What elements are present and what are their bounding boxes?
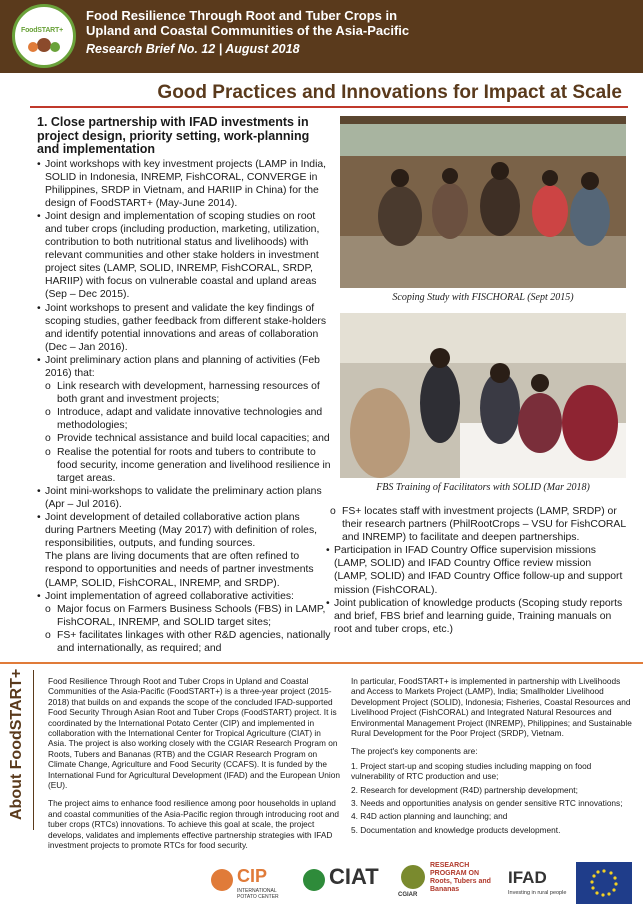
ifad-logo: IFAD Investing in rural people (508, 868, 567, 896)
list-item: • Joint workshops with key investment projects (LAMP in India, SOLID in Indonesia, INREMP, FishCORAL, CONVERGE in Philippines, SRDP in Vietnam, and HARIIP in China) for the design of FoodSTART+ (May-June 2014). (37, 158, 331, 210)
about-paragraph: In particular, FoodSTART+ is implemented in partnership with Livelihoods and Access to Markets Project (LAMP), India; Smallholder Livelihood Development Project (SOLID), Indonesia; Fisheries, Coastal Resources and Livelihood Project (FishCORAL) and Integrated Natural Resources and Environmental Management Project (INREMP), Philippines; and Sustainable Rural Development for the Poor Project (SRDP), Vietnam. (351, 676, 632, 739)
component-item: 2. Research for development (R4D) partnership development; (351, 784, 578, 795)
partner-logos (210, 862, 635, 906)
page-title: Good Practices and Innovations for Impact at Scale (157, 82, 622, 103)
component-item: 5. Documentation and knowledge products development. (351, 824, 561, 835)
list-item: • Joint implementation of agreed collaborative activities: (37, 590, 331, 603)
fbs-training-photo (340, 313, 626, 478)
cgiar-logo: CGIAR (398, 862, 428, 902)
header-subtitle: Research Brief No. 12 | August 2018 (86, 42, 300, 56)
sub-list-item: o Provide technical assistance and build local capacities; and (45, 432, 331, 445)
component-item: 1. Project start-up and scoping studies including mapping on food vulnerability of RTC production and use; (351, 760, 592, 782)
photo-caption: FBS Training of Facilitators with SOLID (Mar 2018) (376, 482, 590, 493)
about-paragraph: The project's key components are: (351, 746, 478, 757)
about-heading: About FoodSTART+ (8, 668, 25, 820)
divider (0, 662, 643, 664)
sub-list-item: o Realise the potential for roots and tubers to contribute to food security, income generation and livelihood resilience in target areas. (45, 446, 331, 485)
list-item: • Joint workshops to present and validate the key findings of scoping studies, gather feedback from different stake-holders and identify potential innovations and areas of collaboration (Dec – Jan 2016). (37, 302, 331, 354)
sub-list-item: o FS+ locates staff with investment projects (LAMP, SRDP) or their research partners (PhilRootCrops – VSU for FishCORAL and INREMP) to facilitate and deepen partnerships. (330, 505, 626, 544)
list-item: • Participation in IFAD Country Office supervision missions (LAMP, SOLID) and IFAD Country Office review mission (LAMP, SOLID) and IFAD Country Office follow-up and support mission (FishCORAL). (326, 544, 626, 596)
about-paragraph: The project aims to enhance food resilience among poor households in upland and coastal communities of the Asia-Pacific region through introducing root and tuber crops (RTCs) innovations. To achieve this goal at scale, the project develops, validates and implements effective partnership strategies with IFAD investment projects to promote RTCs for food security. (48, 798, 340, 851)
plain-paragraph: The plans are living documents that are often refined to respond to opportunities and needs of partner investments (LAMP, SOLID, FishCORAL, INREMP, and SRDP). (45, 551, 314, 589)
section-banner (30, 82, 628, 108)
right-column (326, 505, 626, 636)
scoping-study-photo (340, 116, 626, 288)
section-title: 1. Close partnership with IFAD investments in project design, priority setting, work-planning and implementation (37, 115, 310, 156)
cip-logo: CIP INTERNATIONAL POTATO CENTER (210, 862, 290, 902)
eu-flag-icon (576, 862, 632, 904)
foodstart-logo (12, 4, 76, 68)
divider (33, 670, 34, 830)
list-item: • Joint publication of knowledge products (Scoping study reports and brief, FBS brief and learning guide, Training manuals on root and tuber crops, etc.) (326, 597, 626, 636)
list-item: • Joint preliminary action plans and planning of activities (Feb 2016) that: (37, 354, 331, 380)
sub-list-item: o Introduce, adapt and validate innovative technologies and methodologies; (45, 406, 331, 432)
rtb-logo: RESEARCH PROGRAM ON Roots, Tubers and Bananas (430, 862, 491, 893)
list-item: • Joint mini-workshops to validate the preliminary action plans (Apr – Jul 2016). (37, 485, 331, 511)
logo-text: FoodSTART+ (21, 27, 64, 34)
about-paragraph: Food Resilience Through Root and Tuber Crops in Upland and Coastal Communities of the Asia-Pacific (FoodSTART+) is a three-year project (2015-2018) that builds on and expands the scope of the concluded IFAD-supported Food Security Through Asian Root and Tuber Crops (FoodSTART) project. It is coordinated by the International Potato Center (CIP) and implemented in collaboration with the International Center for Tropical Agriculture (CIAT) in Asia. The project is also working closely with the CGIAR Research Program on Roots, Tubers and Bananas (RTB) and the CGIAR Research Program on Climate Change, Agriculture and Food Security (CCAFS). It is funded by the International Fund for Agricultural Development (IFAD) and the European Union (EU). (48, 676, 340, 791)
sub-list-item: o Major focus on Farmers Business Schools (FBS) in LAMP, FishCORAL, INREMP, and SOLID target sites; (45, 603, 331, 629)
component-item: 3. Needs and opportunities analysis on gender sensitive RTC innovations; (351, 798, 623, 809)
component-item: 4. R4D action planning and launching; and (351, 811, 508, 822)
sub-list-item: o Link research with development, harnessing resources of both grant and investment projects; (45, 380, 331, 406)
header-bar (0, 0, 643, 73)
list-item: • Joint development of detailed collaborative action plans during Partners Meeting (May 2017) with definition of roles, responsibilities, outputs, and funding sources. (37, 511, 331, 550)
header-title: Food Resilience Through Root and Tuber Crops in Upland and Coastal Communities of the Asia-Pacific (86, 8, 410, 38)
about-right (351, 676, 633, 838)
about-left (48, 676, 340, 859)
left-column (37, 116, 331, 655)
sub-list-item: o FS+ facilitates linkages with other R&D agencies, nationally and internationally, as required; and (45, 629, 331, 655)
ciat-logo: CIAT (302, 862, 392, 902)
photo-caption: Scoping Study with FISCHORAL (Sept 2015) (392, 292, 574, 303)
list-item: • Joint design and implementation of scoping studies on root and tuber crops (including production, marketing, utilization, contribution to both nutritional status and livelihoods) with relevant communities and other stake holders in investment project sites (LAMP, SOLID, INREMP, FishCORAL, SRDP, HARIIP) with focus on vulnerable coastal and upland areas (Sep – Dec 2015). (37, 210, 331, 302)
